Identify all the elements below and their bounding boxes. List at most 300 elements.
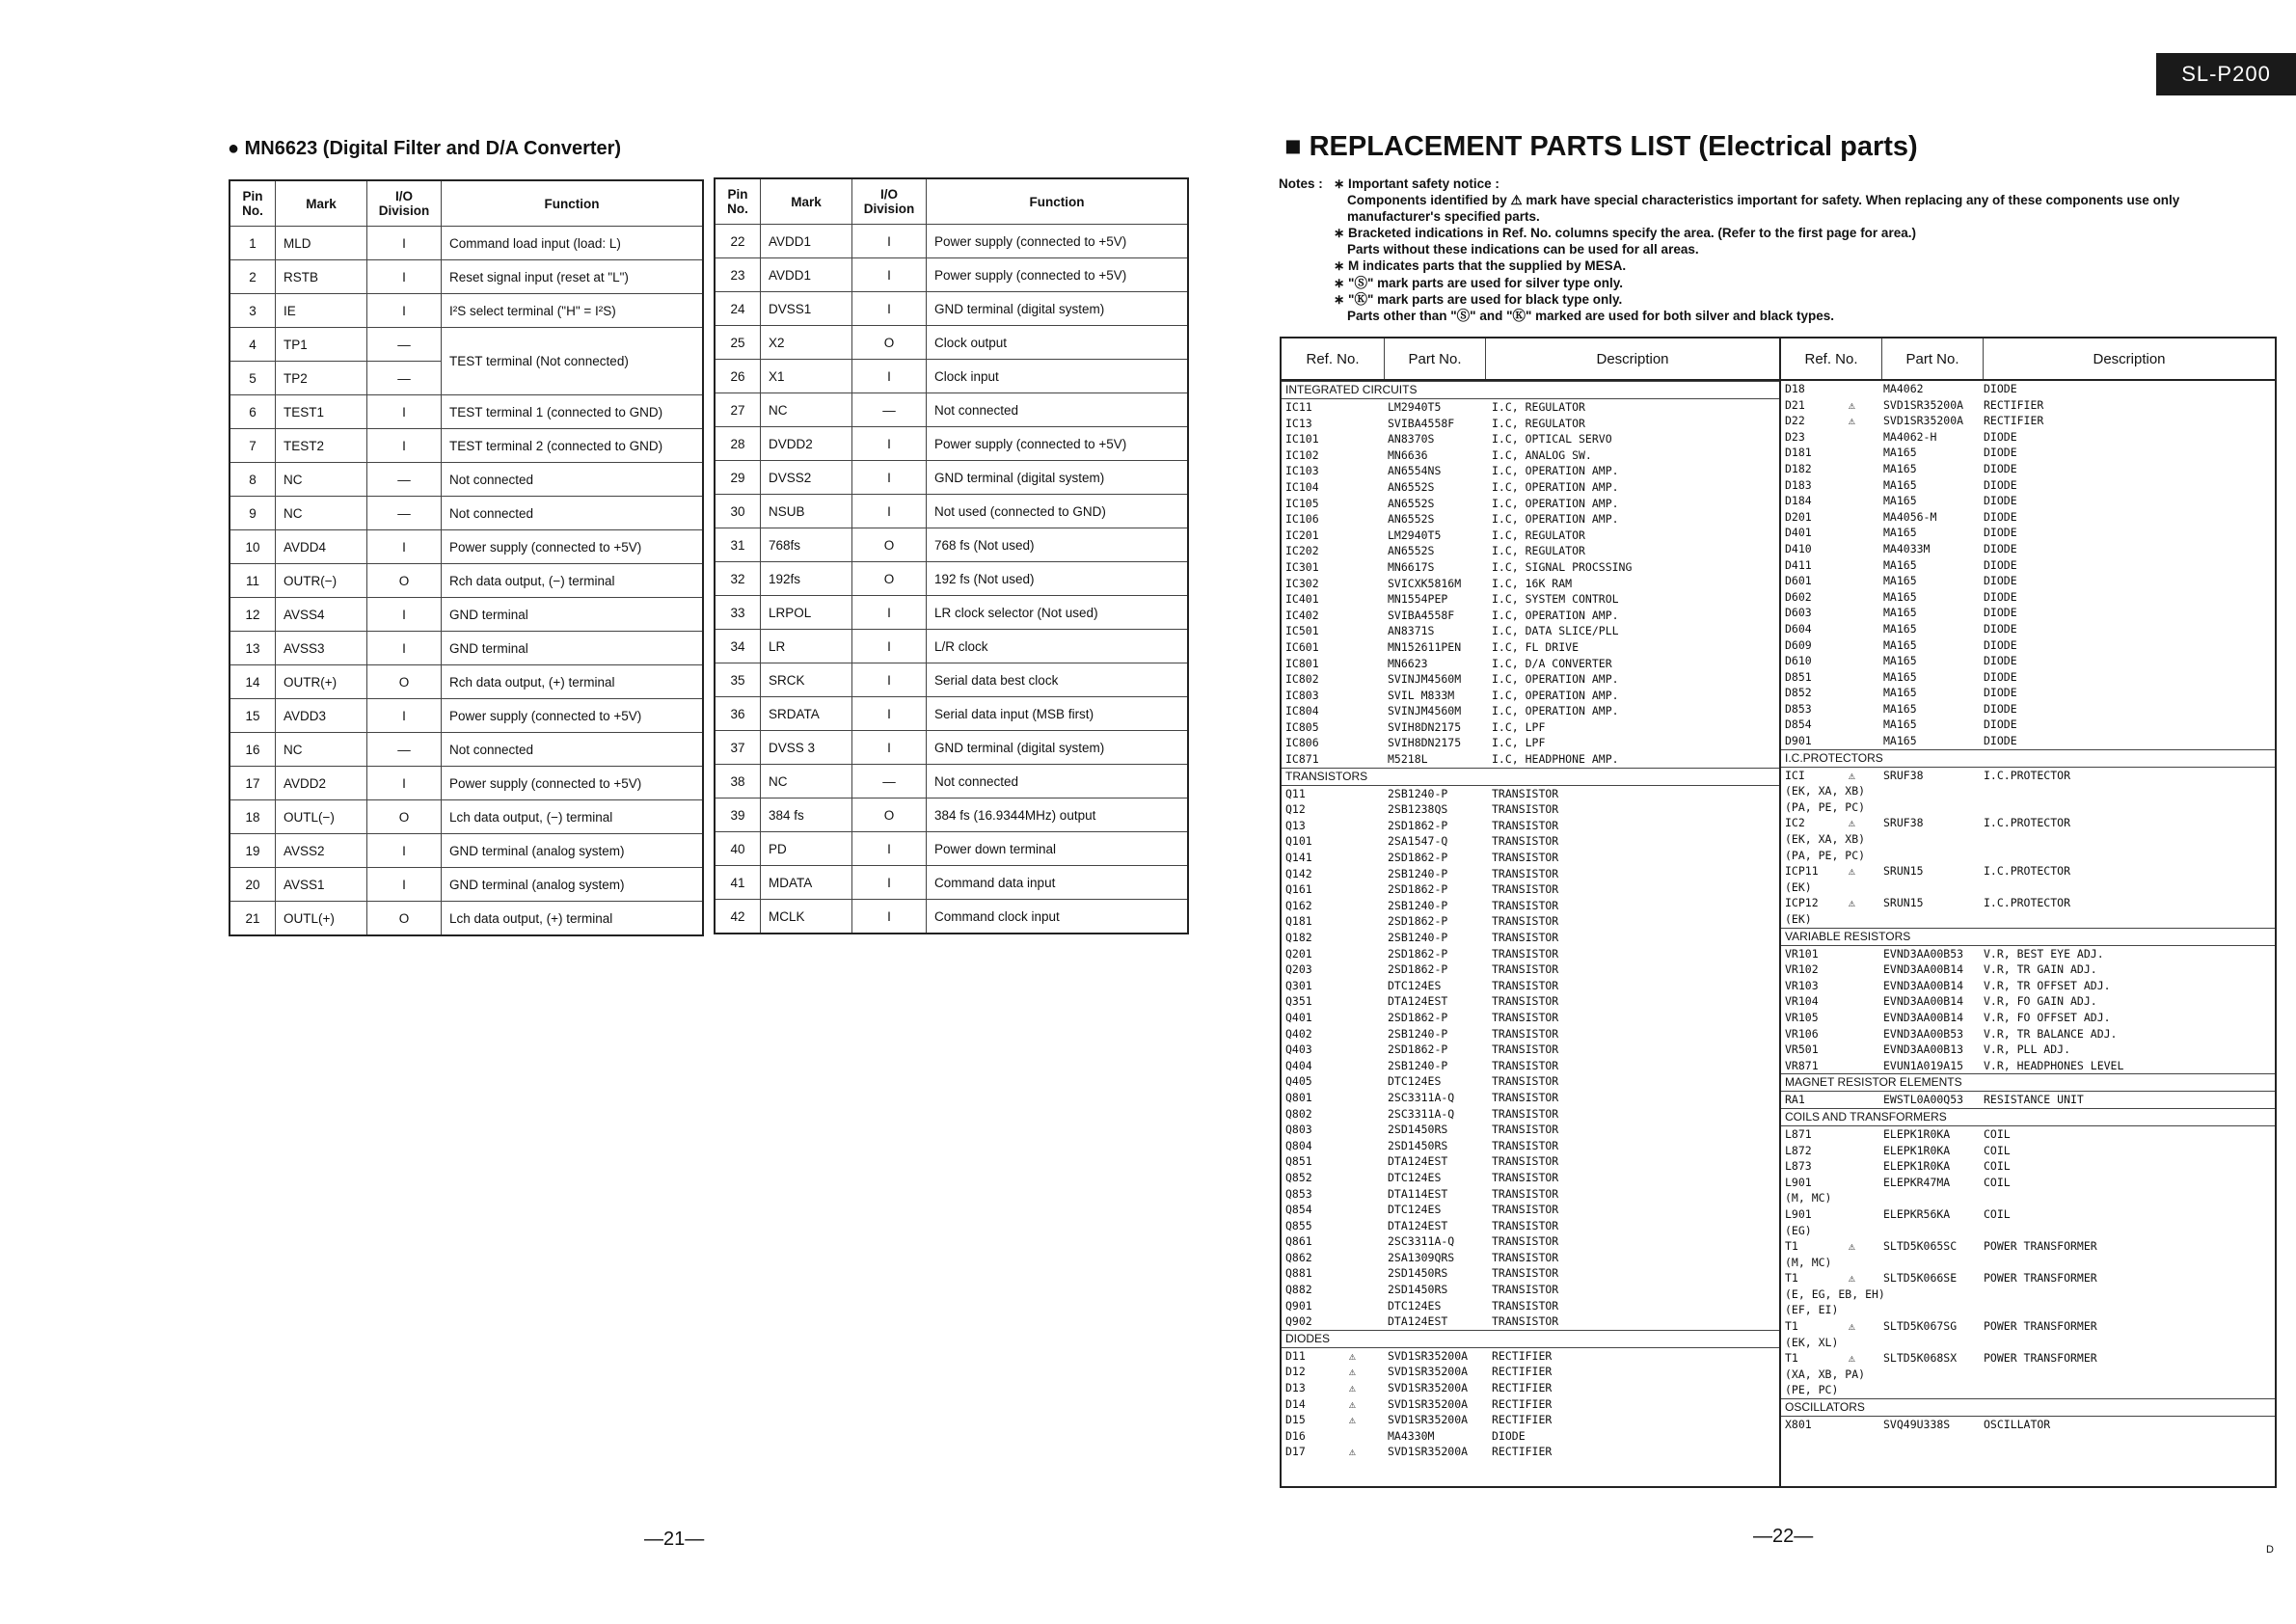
pin-row — [715, 258, 1188, 292]
pin-row — [715, 326, 1188, 360]
part-row — [1282, 1364, 1779, 1380]
ref-no: IC105 — [1285, 496, 1319, 510]
part-no: MA165 — [1883, 637, 1917, 652]
part-description: DIODE — [1984, 557, 2017, 572]
pin-io: — — [367, 497, 442, 530]
part-description: I.C, OPERATION AMP. — [1492, 479, 1619, 494]
part-row — [1282, 1186, 1779, 1203]
part-row — [1282, 431, 1779, 447]
ref-no: D18 — [1785, 382, 1805, 395]
ref-no: ICP11 — [1785, 864, 1819, 879]
pin-row — [715, 360, 1188, 393]
safety-mark-icon: ⚠ — [1349, 1413, 1356, 1427]
part-row — [1282, 833, 1779, 850]
pin-number: 39 — [715, 798, 761, 832]
pin-row — [715, 461, 1188, 495]
pin-io: O — [367, 564, 442, 598]
part-row — [1781, 880, 2275, 896]
pin-io: — — [852, 765, 927, 798]
part-no — [1883, 1302, 1984, 1318]
pin-mark: AVSS1 — [276, 868, 367, 902]
part-row — [1781, 1270, 2275, 1286]
section-title: INTEGRATED CIRCUITS — [1282, 381, 1779, 399]
part-description: RECTIFIER — [1492, 1365, 1553, 1379]
pin-number: 9 — [230, 497, 276, 530]
pin-number: 6 — [230, 395, 276, 429]
pin-function: GND terminal (analog system) — [442, 868, 704, 902]
ref-no: Q162 — [1285, 898, 1312, 912]
part-description: TRANSISTOR — [1492, 1250, 1559, 1264]
pin-row — [715, 900, 1188, 934]
part-description: TRANSISTOR — [1492, 994, 1559, 1009]
pin-function: Rch data output, (−) terminal — [442, 564, 704, 598]
safety-mark-icon — [1849, 621, 1883, 637]
pin-number: 32 — [715, 562, 761, 596]
safety-mark-icon: ⚠ — [1849, 1351, 1855, 1366]
part-description: TRANSISTOR — [1492, 1058, 1559, 1072]
safety-mark-icon: ⚠ — [1849, 768, 1855, 782]
part-description: POWER TRANSFORMER — [1984, 1271, 2097, 1286]
safety-mark-icon — [1849, 509, 1883, 526]
pin-mark: NC — [276, 733, 367, 767]
io-header: I/O Division — [367, 180, 442, 227]
part-description: DIODE — [1984, 734, 2017, 748]
ref-no: Q181 — [1285, 914, 1312, 929]
ref-no: Q141 — [1285, 851, 1312, 865]
part-description — [1984, 911, 2273, 928]
part-row — [1282, 447, 1779, 464]
part-description: DIODE — [1984, 621, 2017, 636]
pin-function: Command load input (load: L) — [442, 227, 704, 260]
ref-no: D601 — [1785, 574, 1812, 588]
section-title: MAGNET RESISTOR ELEMENTS — [1781, 1073, 2275, 1092]
pin-mark: IE — [276, 294, 367, 328]
ref-no: Q301 — [1285, 978, 1312, 992]
safety-mark-icon — [1349, 751, 1388, 768]
safety-mark-icon — [1349, 688, 1388, 704]
part-row — [1781, 717, 2275, 733]
pin-mark: AVDD3 — [276, 699, 367, 733]
part-row — [1781, 799, 2275, 816]
part-description — [1984, 880, 2273, 896]
pin-function: LR clock selector (Not used) — [927, 596, 1189, 630]
part-description: I.C, OPERATION AMP. — [1492, 608, 1619, 622]
safety-mark-icon — [1849, 1143, 1883, 1159]
part-row — [1781, 1238, 2275, 1255]
part-no — [1883, 1223, 1984, 1239]
part-description: COIL — [1984, 1143, 2011, 1157]
pin-row — [230, 733, 703, 767]
part-row — [1781, 848, 2275, 864]
part-description — [1984, 848, 2273, 864]
pin-function: Lch data output, (−) terminal — [442, 800, 704, 834]
ref-no: D852 — [1785, 686, 1812, 700]
part-no: DTA124EST — [1388, 1218, 1448, 1232]
part-no: 2SC3311A-Q — [1388, 1234, 1455, 1249]
part-description: DIODE — [1984, 574, 2017, 588]
part-row — [1282, 1298, 1779, 1314]
part-description: DIODE — [1984, 461, 2017, 475]
pin-mark: RSTB — [276, 260, 367, 294]
part-description: TRANSISTOR — [1492, 802, 1559, 817]
part-no: 2SA1547-Q — [1388, 834, 1448, 849]
pin-row — [230, 530, 703, 564]
part-no: SRUF38 — [1883, 816, 1924, 830]
function-header: Function — [442, 180, 704, 227]
part-row — [1282, 639, 1779, 656]
pin-number: 35 — [715, 663, 761, 697]
ref-no: VR104 — [1785, 994, 1819, 1009]
ref-no: Q801 — [1285, 1090, 1312, 1104]
safety-mark-icon — [1849, 1335, 1883, 1351]
pin-function: Power supply (connected to +5V) — [442, 699, 704, 733]
part-description: TRANSISTOR — [1492, 914, 1559, 929]
pin-row — [715, 495, 1188, 528]
safety-mark-icon — [1349, 786, 1388, 802]
part-row — [1781, 1158, 2275, 1175]
pin-row — [715, 765, 1188, 798]
part-row — [1781, 1143, 2275, 1159]
safety-mark-icon — [1349, 431, 1388, 447]
pin-function: Power supply (connected to +5V) — [927, 427, 1189, 461]
ref-no: X801 — [1785, 1418, 1812, 1432]
part-row — [1282, 1265, 1779, 1282]
pin-number: 17 — [230, 767, 276, 800]
safety-mark-icon — [1349, 881, 1388, 898]
pin-row — [230, 598, 703, 632]
ref-no: IC302 — [1285, 576, 1319, 590]
safety-mark-icon — [1849, 783, 1883, 799]
part-description: V.R, HEADPHONES LEVEL — [1984, 1058, 2124, 1072]
part-no: 2SD1862-P — [1388, 882, 1448, 897]
part-no — [1883, 799, 1984, 816]
ref-no: D851 — [1785, 669, 1812, 684]
pin-mark: AVDD4 — [276, 530, 367, 564]
ref-no: IC806 — [1285, 736, 1319, 750]
part-description: RECTIFIER — [1492, 1445, 1553, 1459]
part-description: V.R, FO OFFSET ADJ. — [1984, 1010, 2111, 1024]
part-description: POWER TRANSFORMER — [1984, 1351, 2097, 1366]
part-no: MA4062 — [1883, 382, 1924, 395]
safety-mark-icon — [1349, 866, 1388, 882]
part-row — [1282, 946, 1779, 962]
pin-io: I — [852, 292, 927, 326]
ref-no: D604 — [1785, 621, 1812, 636]
part-description: I.C, REGULATOR — [1492, 528, 1585, 542]
ref-no: (EK) — [1785, 912, 1812, 926]
corner-mark: D — [2266, 1544, 2274, 1556]
part-description: TRANSISTOR — [1492, 1106, 1559, 1121]
part-no: 2SD1862-P — [1388, 818, 1448, 832]
safety-mark-icon — [1849, 429, 1883, 446]
safety-mark-icon — [1349, 591, 1388, 608]
part-row — [1781, 541, 2275, 557]
pin-number: 42 — [715, 900, 761, 934]
mark-header: Mark — [761, 178, 852, 225]
model-badge: SL-P200 — [2156, 53, 2296, 95]
ref-no: D15 — [1285, 1413, 1306, 1427]
pin-function: Command data input — [927, 866, 1189, 900]
ref-no: L901 — [1785, 1206, 1812, 1221]
part-description — [1984, 831, 2273, 848]
pin-io: O — [367, 902, 442, 936]
pin-io: I — [852, 258, 927, 292]
safety-mark-icon: ⚠ — [1849, 1271, 1855, 1286]
part-no: SVD1SR35200A — [1883, 397, 1964, 412]
pin-function: TEST terminal (Not connected) — [442, 328, 704, 395]
safety-mark-icon — [1349, 1282, 1388, 1298]
part-row — [1781, 863, 2275, 880]
part-no: SVD1SR35200A — [1388, 1365, 1469, 1379]
part-no: DTA114EST — [1388, 1186, 1448, 1201]
part-description: TRANSISTOR — [1492, 1314, 1559, 1329]
safety-mark-icon — [1849, 493, 1883, 509]
part-description: DIODE — [1984, 382, 2017, 395]
part-row — [1781, 413, 2275, 429]
pin-row — [715, 292, 1188, 326]
pin-function: Power supply (connected to +5V) — [927, 258, 1189, 292]
pin-number: 8 — [230, 463, 276, 497]
part-description: DIODE — [1984, 637, 2017, 652]
ref-no: IC2 — [1785, 816, 1805, 830]
ref-no: (EK, XA, XB) — [1785, 832, 1866, 847]
part-row — [1282, 416, 1779, 432]
part-row — [1282, 850, 1779, 866]
pin-number: 11 — [230, 564, 276, 598]
ref-no: D410 — [1785, 541, 1812, 555]
part-no: MA165 — [1883, 734, 1917, 748]
part-no: 2SD1450RS — [1388, 1138, 1448, 1152]
part-description: RECTIFIER — [1492, 1381, 1553, 1395]
pin-io: O — [852, 528, 927, 562]
ref-no: D201 — [1785, 509, 1812, 524]
part-description: I.C, LPF — [1492, 719, 1546, 734]
ref-no: Q401 — [1285, 1010, 1312, 1024]
part-row — [1781, 461, 2275, 477]
pin-function: Power supply (connected to +5V) — [442, 530, 704, 564]
part-description: I.C, OPERATION AMP. — [1492, 464, 1619, 478]
part-row — [1282, 898, 1779, 914]
part-row — [1781, 653, 2275, 669]
safety-mark-icon — [1849, 1367, 1883, 1383]
part-description: TRANSISTOR — [1492, 1266, 1559, 1281]
ref-no: D854 — [1785, 717, 1812, 732]
part-no: AN8370S — [1388, 432, 1435, 447]
ref-no: (M, MC) — [1785, 1255, 1832, 1269]
part-row — [1781, 783, 2275, 799]
part-description: DIODE — [1984, 446, 2017, 460]
safety-mark-icon — [1349, 623, 1388, 639]
pin-row — [715, 427, 1188, 461]
part-row — [1282, 1042, 1779, 1058]
safety-mark-icon — [1849, 1092, 1883, 1108]
safety-mark-icon — [1349, 1250, 1388, 1266]
pin-row — [715, 866, 1188, 900]
ref-no: D22 — [1785, 414, 1805, 428]
part-description: TRANSISTOR — [1492, 931, 1559, 944]
part-description: TRANSISTOR — [1492, 786, 1559, 800]
pin-header: Pin No. — [230, 180, 276, 227]
part-row — [1282, 913, 1779, 930]
ref-no: D14 — [1285, 1396, 1306, 1411]
part-no: DTA124EST — [1388, 1154, 1448, 1169]
pin-row — [230, 767, 703, 800]
pin-row — [230, 800, 703, 834]
part-description — [1984, 1190, 2273, 1206]
part-no: SVD1SR35200A — [1388, 1348, 1469, 1363]
ref-no: (PA, PE, PC) — [1785, 799, 1866, 814]
pin-mark: TEST2 — [276, 429, 367, 463]
part-row — [1781, 978, 2275, 994]
part-description: DIODE — [1984, 717, 2017, 732]
part-description: I.C, ANALOG SW. — [1492, 447, 1592, 462]
ref-header: Ref. No. — [1282, 338, 1385, 379]
part-row — [1781, 605, 2275, 621]
safety-mark-icon — [1849, 1417, 1883, 1433]
part-description: TRANSISTOR — [1492, 1123, 1559, 1137]
ref-no: IC803 — [1285, 688, 1319, 702]
safety-mark-icon — [1849, 978, 1883, 994]
ref-no: D603 — [1785, 606, 1812, 620]
safety-mark-icon: ⚠ — [1849, 1319, 1855, 1334]
safety-mark-icon: ⚠ — [1349, 1445, 1356, 1459]
pin-number: 37 — [715, 731, 761, 765]
safety-mark-icon — [1349, 528, 1388, 544]
safety-mark-icon — [1349, 1090, 1388, 1106]
ref-no: D16 — [1285, 1428, 1306, 1443]
ref-no: Q804 — [1285, 1138, 1312, 1152]
safety-mark-icon — [1349, 719, 1388, 736]
ref-no: Q404 — [1285, 1058, 1312, 1072]
part-row — [1781, 621, 2275, 637]
safety-mark-icon: ⚠ — [1849, 414, 1855, 428]
pin-io: O — [367, 665, 442, 699]
part-description: I.C, DATA SLICE/PLL — [1492, 624, 1619, 638]
ref-no: IC201 — [1285, 528, 1319, 542]
part-description: I.C, 16K RAM — [1492, 576, 1573, 590]
part-description: DIODE — [1984, 541, 2017, 555]
part-description: RECTIFIER — [1984, 397, 2044, 412]
part-description: TRANSISTOR — [1492, 1090, 1559, 1104]
safety-mark-icon — [1349, 479, 1388, 496]
part-row — [1282, 751, 1779, 768]
pin-io: I — [367, 530, 442, 564]
part-description — [1984, 783, 2273, 799]
safety-mark-icon — [1349, 1058, 1388, 1074]
safety-mark-icon — [1349, 1170, 1388, 1186]
pin-row — [230, 395, 703, 429]
pin-number: 20 — [230, 868, 276, 902]
part-description: I.C, OPERATION AMP. — [1492, 496, 1619, 510]
ref-no: D13 — [1285, 1381, 1306, 1395]
pin-row — [230, 632, 703, 665]
part-description: TRANSISTOR — [1492, 1234, 1559, 1249]
pin-number: 26 — [715, 360, 761, 393]
part-no: AN6552S — [1388, 544, 1435, 558]
part-no: AN6552S — [1388, 496, 1435, 510]
pin-number: 36 — [715, 697, 761, 731]
pin-io: I — [852, 697, 927, 731]
part-no: MA165 — [1883, 557, 1917, 572]
safety-mark-icon: ⚠ — [1849, 397, 1855, 412]
safety-mark-icon — [1349, 543, 1388, 559]
part-row — [1781, 397, 2275, 414]
part-no: MA165 — [1883, 494, 1917, 508]
part-no: 2SD1862-P — [1388, 914, 1448, 929]
pin-io: — — [367, 733, 442, 767]
part-row — [1282, 1396, 1779, 1413]
part-description: I.C, REGULATOR — [1492, 416, 1585, 430]
part-description: COIL — [1984, 1175, 2011, 1189]
part-row — [1282, 576, 1779, 592]
part-description: DIODE — [1984, 494, 2017, 508]
ref-no: D12 — [1285, 1365, 1306, 1379]
safety-mark-icon — [1849, 831, 1883, 848]
part-description: V.R, TR OFFSET ADJ. — [1984, 978, 2111, 992]
pin-row — [230, 665, 703, 699]
part-row — [1282, 1073, 1779, 1090]
part-row — [1781, 1026, 2275, 1042]
ref-no: D853 — [1785, 701, 1812, 716]
pin-table-left — [229, 179, 704, 936]
safety-mark-icon: ⚠ — [1849, 1239, 1855, 1254]
part-no: 2SD1862-P — [1388, 1010, 1448, 1024]
part-description: DIODE — [1984, 429, 2017, 444]
part-row — [1781, 1350, 2275, 1367]
part-row — [1282, 1282, 1779, 1298]
pin-function: 384 fs (16.9344MHz) output — [927, 798, 1189, 832]
safety-mark-icon — [1849, 1255, 1883, 1271]
part-row — [1282, 688, 1779, 704]
part-description: TRANSISTOR — [1492, 1218, 1559, 1232]
part-description: DIODE — [1984, 654, 2017, 668]
part-row — [1781, 815, 2275, 831]
part-row — [1282, 1170, 1779, 1186]
pin-row — [715, 225, 1188, 258]
pin-mark: NC — [276, 463, 367, 497]
pin-row — [715, 596, 1188, 630]
safety-mark-icon — [1349, 463, 1388, 479]
parts-header — [1781, 338, 2275, 381]
pin-function: TEST terminal 2 (connected to GND) — [442, 429, 704, 463]
safety-mark-icon — [1349, 511, 1388, 528]
pin-io: I — [367, 632, 442, 665]
ref-no: Q201 — [1285, 946, 1312, 961]
part-no: DTC124ES — [1388, 978, 1442, 992]
pin-row — [715, 528, 1188, 562]
note-line: Parts without these indications can be used for all areas. — [1347, 242, 1699, 257]
safety-mark-icon: ⚠ — [1849, 816, 1855, 830]
ref-no: Q853 — [1285, 1186, 1312, 1201]
safety-mark-icon — [1349, 1138, 1388, 1154]
part-description: TRANSISTOR — [1492, 851, 1559, 865]
ref-no: Q854 — [1285, 1203, 1312, 1217]
ref-no: T1 — [1785, 1239, 1798, 1254]
part-row — [1781, 525, 2275, 541]
part-description: TRANSISTOR — [1492, 1283, 1559, 1297]
ref-no: (EG) — [1785, 1223, 1812, 1237]
safety-mark-icon — [1349, 833, 1388, 850]
safety-mark-icon — [1349, 1122, 1388, 1138]
pin-number: 21 — [230, 902, 276, 936]
ref-no: ICP12 — [1785, 896, 1819, 910]
ref-no: IC401 — [1285, 592, 1319, 607]
io-header: I/O Division — [852, 178, 927, 225]
part-row — [1781, 1126, 2275, 1143]
ref-no: D17 — [1285, 1445, 1306, 1459]
part-no: 2SB1238QS — [1388, 802, 1448, 817]
ref-no: D11 — [1285, 1348, 1306, 1363]
